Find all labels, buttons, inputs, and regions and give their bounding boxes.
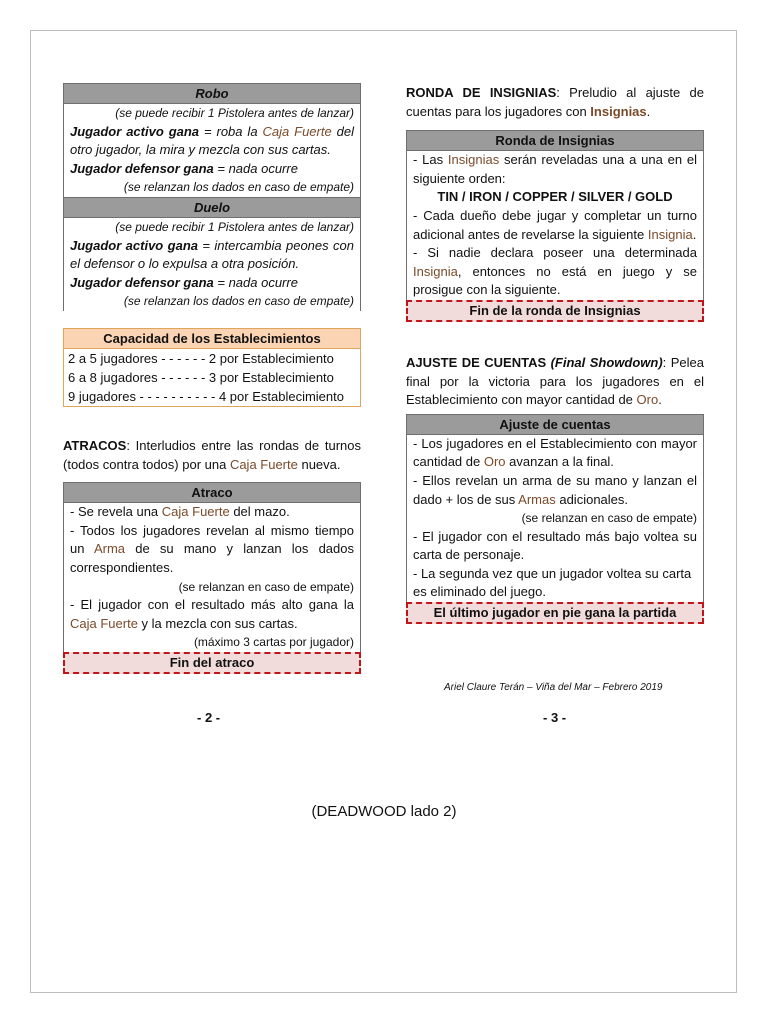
ajuste-intro: AJUSTE DE CUENTAS (Final Showdown): Pelea final por la victoria para los jugadores en el Establecimiento con mayor cantidad de Oro. [406, 354, 704, 408]
robo-note-bottom: (se relanzan los dados en caso de empate) [123, 180, 354, 195]
insignia-order: TIN / IRON / COPPER / SILVER / GOLD [437, 189, 673, 205]
ajuste-box [406, 435, 704, 602]
duelo-header: Duelo [63, 197, 361, 218]
capacidad-row: 6 a 8 jugadores - - - - - - 3 por Establecimiento [68, 369, 334, 385]
ajuste-header: Ajuste de cuentas [406, 414, 704, 435]
ajuste-footer: El último jugador en pie gana la partida [406, 602, 704, 624]
atraco-header: Atraco [63, 482, 361, 503]
ronda-header: Ronda de Insignias [406, 130, 704, 151]
robo-active: Jugador activo gana = roba la Caja Fuerte del otro jugador, la mira y mezcla con sus cartas. [70, 123, 354, 158]
ronda-footer: Fin de la ronda de Insignias [406, 300, 704, 322]
page-number-right: - 3 - [543, 710, 567, 725]
atraco-footer: Fin del atraco [63, 652, 361, 674]
ronda-box [406, 151, 704, 300]
robo-box [63, 104, 361, 197]
insignias-intro: RONDA DE INSIGNIAS: Preludio al ajuste de cuentas para los jugadores con Insignias. [406, 85, 705, 119]
robo-defender: Jugador defensor gana = nada ocurre [70, 160, 298, 176]
duelo-note-top: (se puede recibir 1 Pistolera antes de lanzar) [115, 219, 354, 234]
credit-line: Ariel Claure Terán – Viña del Mar – Febrero 2019 [444, 682, 663, 693]
robo-note-top: (se puede recibir 1 Pistolera antes de lanzar) [115, 106, 354, 120]
atraco-note: (se relanzan en caso de empate) [178, 579, 354, 594]
atraco-note: (máximo 3 cartas por jugador) [193, 635, 354, 650]
capacidad-header: Capacidad de los Establecimientos [63, 328, 361, 349]
ajuste-line: - Ellos revelan un arma de su mano y lanzan el dado + los de sus Armas adicionales. [413, 472, 697, 507]
capacidad-table [63, 349, 361, 407]
capacidad-row: 2 a 5 jugadores - - - - - - 2 por Establecimiento [68, 350, 334, 366]
capacidad-row: 9 jugadores - - - - - - - - - - 4 por Establecimiento [68, 388, 344, 404]
duelo-box [63, 218, 361, 311]
atraco-box [63, 503, 361, 652]
ronda-line: - Cada dueño debe jugar y completar un turno adicional antes de revelarse la siguiente Insignia. [413, 207, 697, 242]
ajuste-line: - La segunda vez que un jugador voltea su carta es eliminado del juego. [413, 565, 692, 600]
page-number-left: - 2 - [197, 710, 221, 725]
atraco-line: - Todos los jugadores revelan al mismo tiempo un Arma de su mano y lanzan los dados correspondientes. [70, 522, 354, 575]
duelo-note-bottom: (se relanzan los dados en caso de empate) [123, 294, 354, 309]
left-column [63, 83, 361, 674]
ajuste-line: - Los jugadores en el Establecimiento con mayor cantidad de Oro avanzan a la final. [413, 435, 697, 470]
ajuste-note: (se relanzan en caso de empate) [521, 511, 697, 526]
ajuste-line: - El jugador con el resultado más bajo voltea su carta de personaje. [413, 528, 697, 563]
atracos-intro: ATRACOS: Interludios entre las rondas de turnos (todos contra todos) por una Caja Fuerte nueva. [63, 437, 361, 472]
atraco-line: - El jugador con el resultado más alto gana la Caja Fuerte y la mezcla con sus cartas. [70, 597, 354, 631]
duelo-active: Jugador activo gana = intercambia peones con el defensor o lo expulsa a otra posición. [70, 237, 354, 272]
atraco-line: - Se revela una Caja Fuerte del mazo. [70, 504, 290, 520]
right-column [406, 84, 704, 624]
ronda-line: - Si nadie declara poseer una determinada Insignia, entonces no está en juego y se prosigue con la siguiente. [413, 245, 697, 298]
robo-header: Robo [63, 83, 361, 104]
ronda-line: - Las Insignias serán reveladas una a una en el siguiente orden: [413, 152, 698, 186]
duelo-defender: Jugador defensor gana = nada ocurre [70, 274, 298, 290]
page-caption: (DEADWOOD lado 2) [311, 803, 457, 820]
